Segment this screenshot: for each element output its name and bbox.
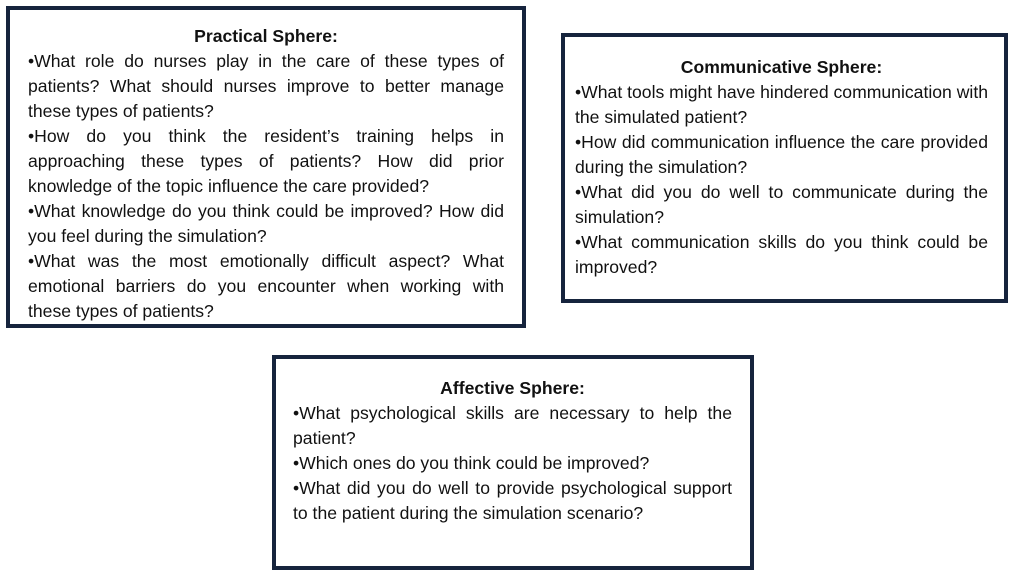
practical-question: •What role do nurses play in the care of these types of patients? What should nurses improve to better manage these types of patients?	[28, 51, 504, 121]
affective-question: •What did you do well to provide psychological support to the patient during the simulation scenario?	[293, 478, 732, 523]
practical-question: •What was the most emotionally difficult aspect? What emotional barriers do you encounter when working with these types of patients?	[28, 251, 504, 321]
practical-question: •How do you think the resident’s training helps in approaching these types of patients? How did prior knowledge of the topic influence the care provided?	[28, 126, 504, 196]
communicative-question: •What did you do well to communicate during the simulation?	[575, 182, 988, 227]
affective-sphere-box	[272, 355, 754, 570]
affective-sphere-title: Affective Sphere:	[440, 378, 585, 398]
communicative-sphere-title: Communicative Sphere:	[680, 57, 883, 77]
affective-question: •What psychological skills are necessary to help the patient?	[293, 403, 732, 448]
communicative-question: •What communication skills do you think could be improved?	[575, 232, 988, 277]
communicative-sphere-questions	[575, 80, 988, 280]
affective-sphere-questions	[293, 401, 732, 526]
communicative-sphere-box	[561, 33, 1008, 303]
communicative-question: •How did communication influence the care provided during the simulation?	[575, 132, 988, 177]
practical-question: •What knowledge do you think could be improved? How did you feel during the simulation?	[28, 201, 504, 246]
practical-sphere-box	[6, 6, 526, 328]
practical-sphere-title: Practical Sphere:	[194, 26, 338, 46]
affective-question: •Which ones do you think could be improved?	[293, 453, 650, 473]
practical-sphere-questions	[28, 49, 504, 324]
communicative-question: •What tools might have hindered communication with the simulated patient?	[575, 82, 988, 127]
